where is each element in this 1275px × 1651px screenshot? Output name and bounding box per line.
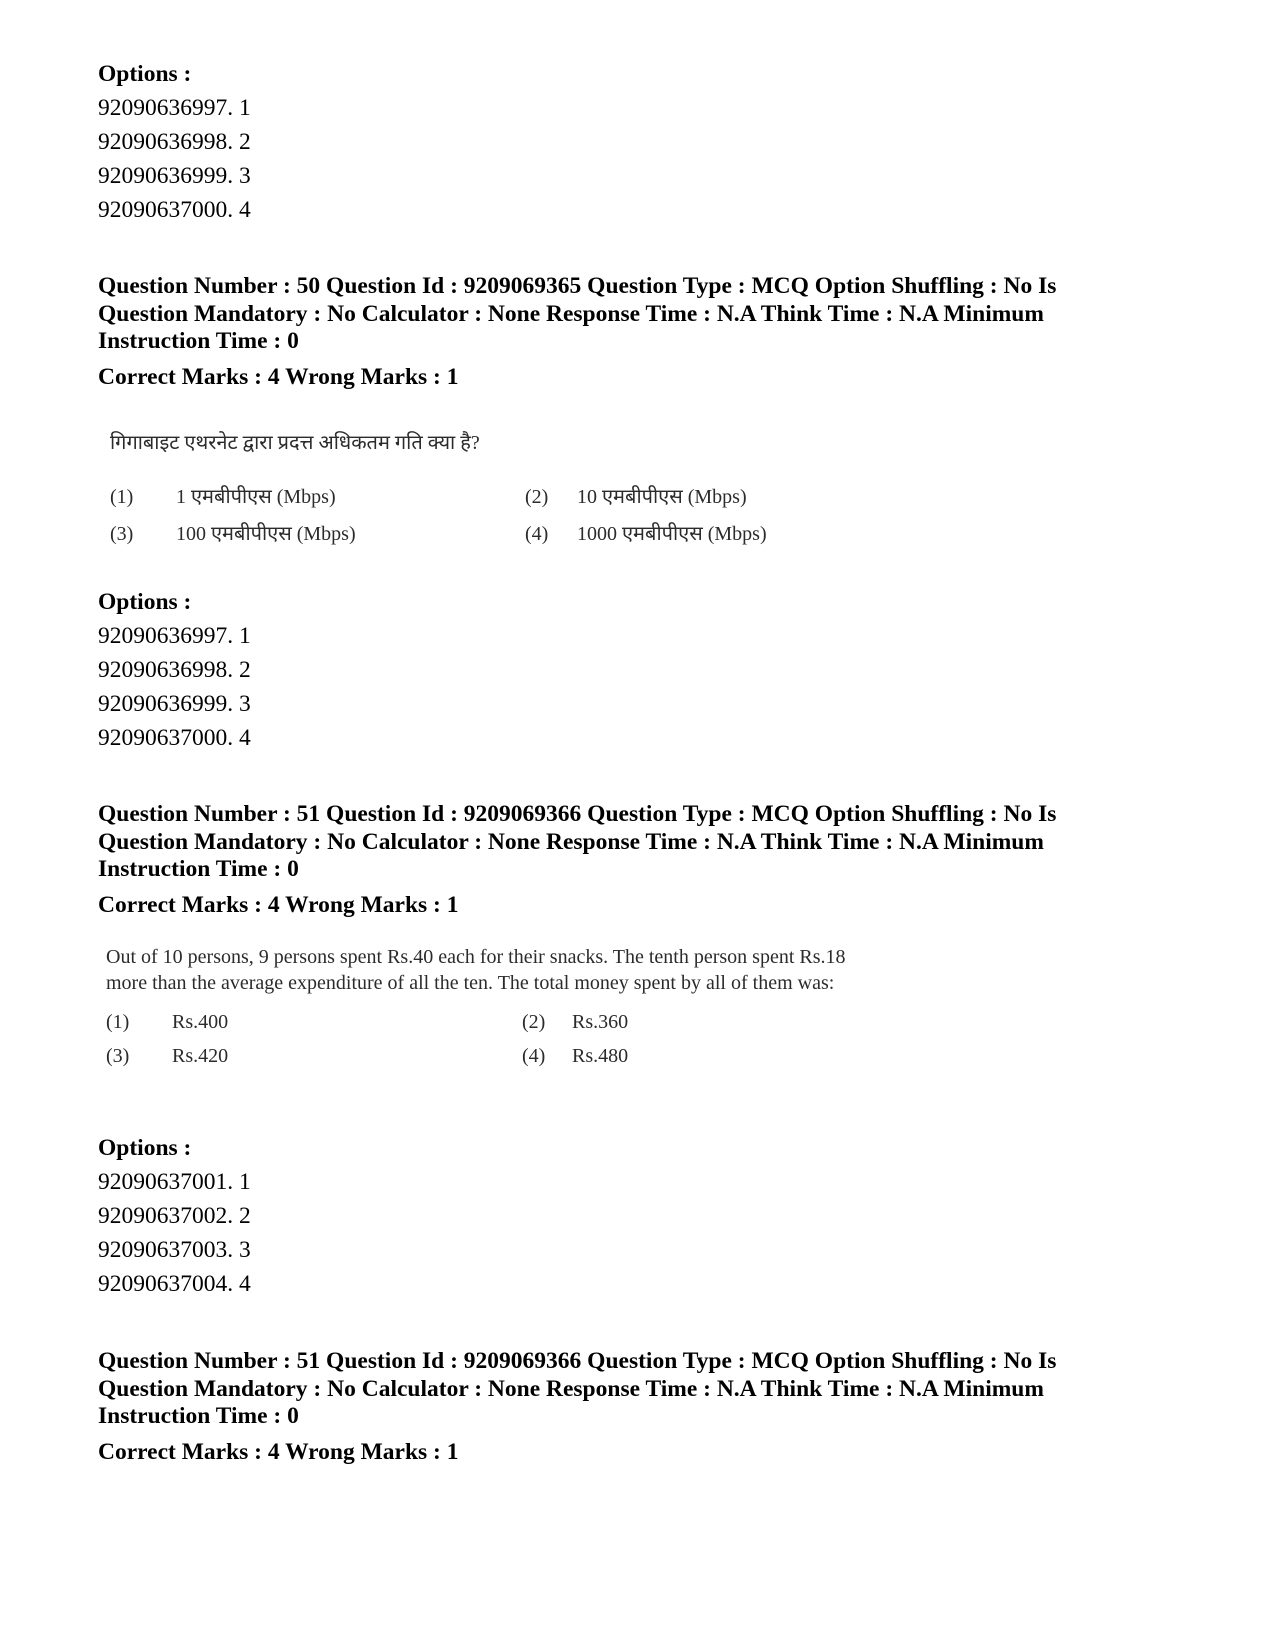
choice-number: (4) <box>525 523 549 545</box>
option-line: 92090637000. 4 <box>98 197 251 223</box>
option-line: 92090637003. 3 <box>98 1237 251 1263</box>
question-meta-line: Question Mandatory : No Calculator : None Response Time : N.A Think Time : N.A Minimum <box>98 828 1044 855</box>
question-text-line: more than the average expenditure of all the ten. The total money spent by all of them was: <box>106 972 835 994</box>
marks-line: Correct Marks : 4 Wrong Marks : 1 <box>98 1438 459 1465</box>
question-meta-line: Question Number : 51 Question Id : 9209069366 Question Type : MCQ Option Shuffling : No Is <box>98 1348 1057 1374</box>
question-meta-line: Question Number : 50 Question Id : 9209069365 Question Type : MCQ Option Shuffling : No Is <box>98 273 1057 299</box>
question-meta-line: Question Mandatory : No Calculator : None Response Time : N.A Think Time : N.A Minimum <box>98 1375 1044 1402</box>
question-meta-line: Instruction Time : 0 <box>98 1403 299 1429</box>
marks-line: Correct Marks : 4 Wrong Marks : 1 <box>98 891 459 918</box>
question-text: गिगाबाइट एथरनेट द्वारा प्रदत्त अधिकतम गति क्या है? <box>110 432 480 454</box>
choice-number: (4) <box>522 1045 546 1067</box>
option-line: 92090636997. 1 <box>98 95 251 121</box>
options-label: Options : <box>98 589 192 615</box>
choice-text: 1 एमबीपीएस (Mbps) <box>176 486 336 508</box>
question-header <box>98 1348 1198 1467</box>
option-line: 92090636999. 3 <box>98 163 251 189</box>
question-meta-line: Instruction Time : 0 <box>98 328 299 354</box>
option-line: 92090636998. 2 <box>98 129 251 155</box>
options-block <box>98 58 1198 227</box>
question-text-line: Out of 10 persons, 9 persons spent Rs.40 each for their snacks. The tenth person spent Rs.18 <box>106 946 846 968</box>
choice-3 <box>106 1045 228 1068</box>
option-line: 92090636999. 3 <box>98 691 251 717</box>
choice-3 <box>110 519 356 546</box>
option-line: 92090637002. 2 <box>98 1203 251 1229</box>
options-label: Options : <box>98 1135 192 1161</box>
choice-text: Rs.360 <box>572 1011 629 1033</box>
choice-2 <box>522 1011 628 1034</box>
options-block <box>98 586 1198 755</box>
choice-4 <box>522 1045 628 1068</box>
question-meta-line: Question Mandatory : No Calculator : None Response Time : N.A Think Time : N.A Minimum <box>98 300 1044 327</box>
option-line: 92090636998. 2 <box>98 657 251 683</box>
choice-number: (1) <box>106 1011 130 1033</box>
choice-4 <box>525 519 767 546</box>
choice-text: 1000 एमबीपीएस (Mbps) <box>577 523 767 545</box>
option-line: 92090637001. 1 <box>98 1169 251 1195</box>
choice-text: Rs.480 <box>572 1045 629 1067</box>
choice-text: 100 एमबीपीएस (Mbps) <box>176 523 356 545</box>
question-image <box>106 944 1006 1074</box>
options-label: Options : <box>98 61 192 87</box>
choice-number: (3) <box>106 1045 130 1067</box>
choice-1 <box>110 482 336 509</box>
choice-number: (1) <box>110 486 134 508</box>
question-meta-line: Question Number : 51 Question Id : 9209069366 Question Type : MCQ Option Shuffling : No Is <box>98 801 1057 827</box>
option-line: 92090637000. 4 <box>98 725 251 751</box>
choice-number: (2) <box>525 486 549 508</box>
choice-2 <box>525 482 747 509</box>
question-image <box>110 430 1010 550</box>
option-line: 92090637004. 4 <box>98 1271 251 1297</box>
choice-text: Rs.400 <box>172 1011 229 1033</box>
choice-text: Rs.420 <box>172 1045 229 1067</box>
question-header <box>98 801 1198 920</box>
choice-number: (3) <box>110 523 134 545</box>
question-meta-line: Instruction Time : 0 <box>98 856 299 882</box>
choice-1 <box>106 1011 228 1034</box>
marks-line: Correct Marks : 4 Wrong Marks : 1 <box>98 363 459 390</box>
choice-text: 10 एमबीपीएस (Mbps) <box>577 486 747 508</box>
question-header <box>98 273 1198 392</box>
choice-number: (2) <box>522 1011 546 1033</box>
option-line: 92090636997. 1 <box>98 623 251 649</box>
options-block <box>98 1132 1198 1301</box>
